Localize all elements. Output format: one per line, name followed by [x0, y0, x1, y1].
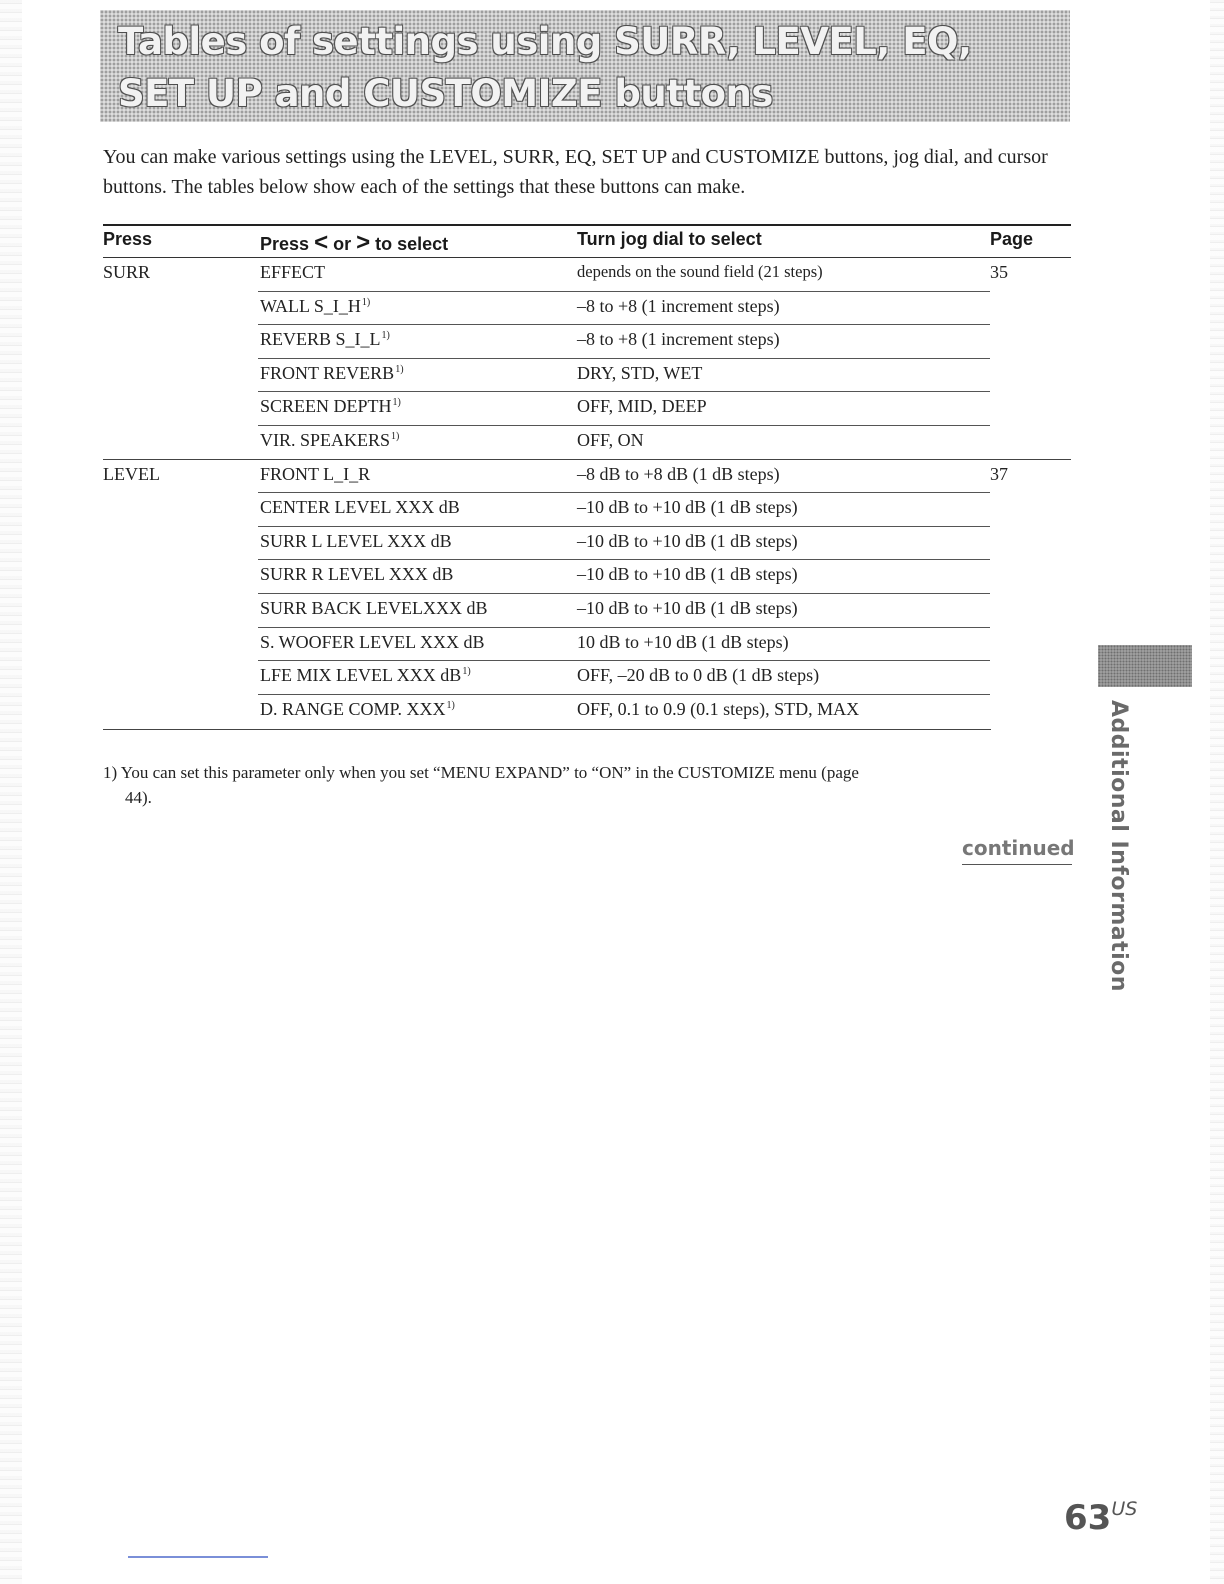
- setting-item: [260, 396, 401, 417]
- row-divider: [258, 291, 990, 292]
- section-tab-label-wrap: [1098, 700, 1138, 1020]
- setting-item: [260, 564, 453, 585]
- setting-item: [260, 296, 370, 317]
- footnote-line-2: 44).: [125, 788, 152, 807]
- row-divider: [258, 627, 990, 628]
- footnote-reference: 1): [381, 330, 390, 342]
- setting-range: –10 dB to +10 dB (1 dB steps): [577, 564, 798, 585]
- setting-item: [260, 531, 452, 552]
- setting-range: 10 dB to +10 dB (1 dB steps): [577, 631, 789, 652]
- setting-item: [260, 329, 390, 350]
- press-button-label: LEVEL: [103, 463, 160, 484]
- setting-range: –10 dB to +10 dB (1 dB steps): [577, 530, 798, 551]
- header-rule: [103, 257, 1071, 258]
- section-tab-label: Additional Information: [1106, 700, 1131, 992]
- row-divider: [258, 694, 990, 695]
- group-divider: [103, 459, 1071, 460]
- continued-rule: [962, 864, 1072, 865]
- page-number-suffix: US: [1111, 1498, 1138, 1520]
- page-reference: 37: [990, 463, 1008, 484]
- setting-item: [260, 632, 485, 653]
- press-button-label: SURR: [103, 262, 151, 282]
- setting-range: OFF, 0.1 to 0.9 (0.1 steps), STD, MAX: [577, 698, 860, 719]
- bottom-blue-rule: [128, 1556, 268, 1558]
- setting-item: [260, 262, 325, 283]
- footnote-reference: 1): [395, 363, 404, 375]
- setting-range: OFF, –20 dB to 0 dB (1 dB steps): [577, 665, 820, 686]
- scan-edge-left: [0, 0, 22, 1584]
- footnote: [103, 760, 1063, 810]
- setting-item-label: LFE MIX LEVEL XXX dB: [260, 665, 462, 686]
- setting-item-label: CENTER LEVEL XXX dB: [260, 497, 460, 518]
- footnote-reference: 1): [462, 666, 471, 678]
- setting-item: [260, 699, 455, 720]
- setting-range: –8 to +8 (1 increment steps): [577, 329, 780, 350]
- page-number-value: 63: [1064, 1498, 1112, 1538]
- footnote-line-1: [103, 760, 1063, 785]
- page-title: Tables of settings using SURR, LEVEL, EQ, SET UP and CUSTOMIZE buttons: [118, 20, 972, 115]
- header-select-suffix: to select: [375, 234, 449, 254]
- table-bottom-rule: [103, 729, 991, 730]
- setting-item-label: FRONT REVERB: [260, 362, 395, 383]
- footnote-text: You can set this parameter only when you set “MENU EXPAND” to “ON” in the CUSTOMIZE menu (page: [120, 763, 859, 782]
- setting-range: –8 dB to +8 dB (1 dB steps): [577, 463, 780, 484]
- setting-item-label: SURR R LEVEL XXX dB: [260, 564, 454, 585]
- setting-item-label: WALL S_I_H: [260, 295, 361, 316]
- setting-item-label: VIR. SPEAKERS: [260, 430, 391, 450]
- setting-range: DRY, STD, WET: [577, 362, 703, 383]
- setting-item: [260, 464, 370, 485]
- section-tab-marker: [1098, 645, 1192, 687]
- header-select: [260, 229, 448, 257]
- header-select-or: or: [333, 234, 352, 254]
- setting-item: [260, 363, 404, 384]
- setting-range: OFF, MID, DEEP: [577, 396, 707, 417]
- row-divider: [258, 559, 990, 560]
- page-number: [1064, 1498, 1137, 1538]
- header-page: Page: [990, 229, 1034, 249]
- setting-item-label: SURR BACK LEVELXXX dB: [260, 598, 488, 618]
- header-select-prefix: Press: [260, 234, 310, 254]
- footnote-reference: 1): [391, 431, 400, 442]
- footnote-reference: 1): [392, 397, 401, 409]
- setting-item-label: REVERB S_I_L: [260, 329, 381, 350]
- right-arrow-icon: >: [356, 229, 371, 256]
- row-divider: [258, 593, 990, 594]
- setting-item-label: FRONT L_I_R: [260, 463, 371, 484]
- setting-item: [260, 665, 471, 686]
- setting-item: [260, 598, 488, 619]
- setting-range: –8 to +8 (1 increment steps): [577, 295, 780, 316]
- setting-item-label: SCREEN DEPTH: [260, 396, 392, 417]
- setting-item: [260, 497, 460, 518]
- footnote-marker: 1): [103, 763, 118, 782]
- setting-item-label: S. WOOFER LEVEL XXX dB: [260, 631, 485, 652]
- row-divider: [258, 660, 990, 661]
- setting-item-label: SURR L LEVEL XXX dB: [260, 530, 452, 551]
- row-divider: [258, 492, 990, 493]
- setting-item: [260, 430, 399, 451]
- footnote-reference: 1): [446, 699, 455, 711]
- intro-paragraph: You can make various settings using the LEVEL, SURR, EQ, SET UP and CUSTOMIZE buttons, jog dial, and cursor buttons. The tables below show each of the settings that these buttons can make.: [103, 146, 1048, 198]
- continued-label: continued: [962, 836, 1075, 860]
- row-divider: [258, 358, 990, 359]
- scan-edge-right: [1210, 0, 1224, 1584]
- header-jog: Turn jog dial to select: [577, 229, 762, 249]
- row-divider: [258, 324, 990, 325]
- setting-range: –10 dB to +10 dB (1 dB steps): [577, 598, 798, 618]
- page-reference: 35: [990, 262, 1008, 282]
- footnote-reference: 1): [361, 296, 371, 308]
- setting-range: –10 dB to +10 dB (1 dB steps): [577, 497, 798, 518]
- table-top-rule: [103, 224, 1071, 226]
- setting-item-label: D. RANGE COMP. XXX: [260, 698, 446, 719]
- setting-range: depends on the sound field (21 steps): [577, 262, 823, 281]
- row-divider: [258, 526, 990, 527]
- setting-item-label: EFFECT: [260, 262, 326, 282]
- left-arrow-icon: <: [314, 229, 329, 256]
- row-divider: [258, 425, 990, 426]
- row-divider: [258, 391, 990, 392]
- setting-range: OFF, ON: [577, 430, 644, 450]
- header-press: Press: [103, 229, 153, 249]
